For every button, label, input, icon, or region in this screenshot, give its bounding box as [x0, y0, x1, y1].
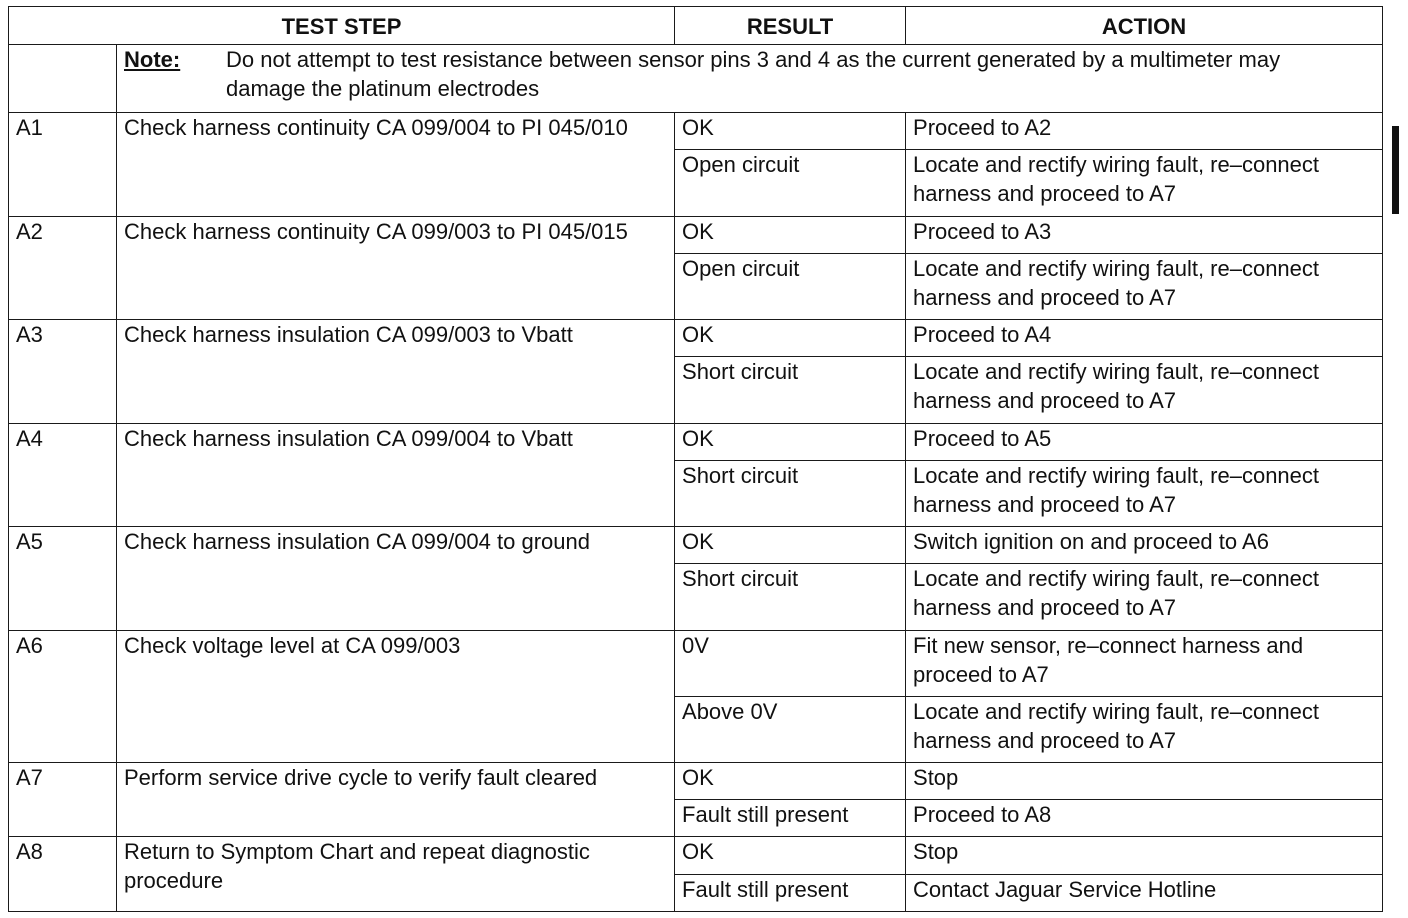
note-spacer-cell: [9, 45, 117, 113]
step-description: Check harness insulation CA 099/004 to Vbatt: [117, 423, 675, 526]
step-id: A6: [9, 630, 117, 763]
step-result: Open circuit: [675, 253, 906, 319]
step-id: A4: [9, 423, 117, 526]
step-result: Above 0V: [675, 696, 906, 762]
step-action: Locate and rectify wiring fault, re–connect harness and proceed to A7: [906, 460, 1383, 526]
note-cell: [117, 45, 1383, 113]
diagnostic-table: [8, 6, 1383, 912]
step-row: [9, 216, 1383, 253]
step-result: Short circuit: [675, 460, 906, 526]
step-action: Locate and rectify wiring fault, re–connect harness and proceed to A7: [906, 150, 1383, 216]
step-row: [9, 630, 1383, 696]
step-row: [9, 837, 1383, 874]
step-id: A2: [9, 216, 117, 319]
step-row: [9, 423, 1383, 460]
step-action: Locate and rectify wiring fault, re–connect harness and proceed to A7: [906, 696, 1383, 762]
step-action: Locate and rectify wiring fault, re–connect harness and proceed to A7: [906, 253, 1383, 319]
step-result: OK: [675, 763, 906, 800]
step-description: Check harness continuity CA 099/004 to PI 045/010: [117, 113, 675, 216]
step-result: OK: [675, 527, 906, 564]
step-id: A7: [9, 763, 117, 837]
step-description: Check harness continuity CA 099/003 to PI 045/015: [117, 216, 675, 319]
step-result: OK: [675, 113, 906, 150]
step-action: Locate and rectify wiring fault, re–connect harness and proceed to A7: [906, 357, 1383, 423]
step-action: Fit new sensor, re–connect harness and proceed to A7: [906, 630, 1383, 696]
step-result: OK: [675, 320, 906, 357]
step-row: [9, 763, 1383, 800]
step-action: Proceed to A4: [906, 320, 1383, 357]
header-row: [9, 7, 1383, 45]
step-result: Short circuit: [675, 564, 906, 630]
change-bar-marker: [1392, 126, 1399, 214]
step-id: A8: [9, 837, 117, 912]
step-result: Short circuit: [675, 357, 906, 423]
step-result: OK: [675, 423, 906, 460]
step-id: A3: [9, 320, 117, 423]
step-id: A5: [9, 527, 117, 630]
step-id: A1: [9, 113, 117, 216]
step-action: Contact Jaguar Service Hotline: [906, 874, 1383, 911]
step-result: OK: [675, 216, 906, 253]
step-row: [9, 113, 1383, 150]
header-action: ACTION: [906, 7, 1383, 45]
step-result: Open circuit: [675, 150, 906, 216]
step-action: Proceed to A3: [906, 216, 1383, 253]
step-action: Stop: [906, 837, 1383, 874]
step-action: Locate and rectify wiring fault, re–connect harness and proceed to A7: [906, 564, 1383, 630]
note-row: [9, 45, 1383, 113]
step-result: 0V: [675, 630, 906, 696]
header-test-step: TEST STEP: [9, 7, 675, 45]
step-description: Perform service drive cycle to verify fault cleared: [117, 763, 675, 837]
step-action: Switch ignition on and proceed to A6: [906, 527, 1383, 564]
note-text: Do not attempt to test resistance between sensor pins 3 and 4 as the current generated by a multimeter may damage the platinum electrodes: [226, 47, 1281, 101]
header-result: RESULT: [675, 7, 906, 45]
step-action: Proceed to A5: [906, 423, 1383, 460]
step-action: Proceed to A8: [906, 800, 1383, 837]
step-action: Stop: [906, 763, 1383, 800]
step-description: Check harness insulation CA 099/004 to ground: [117, 527, 675, 630]
step-result: Fault still present: [675, 874, 906, 911]
step-row: [9, 527, 1383, 564]
step-description: Return to Symptom Chart and repeat diagnostic procedure: [117, 837, 675, 912]
note-label: Note:: [124, 47, 181, 72]
step-action: Proceed to A2: [906, 113, 1383, 150]
step-result: OK: [675, 837, 906, 874]
step-description: Check harness insulation CA 099/003 to Vbatt: [117, 320, 675, 423]
step-row: [9, 320, 1383, 357]
step-description: Check voltage level at CA 099/003: [117, 630, 675, 763]
step-result: Fault still present: [675, 800, 906, 837]
